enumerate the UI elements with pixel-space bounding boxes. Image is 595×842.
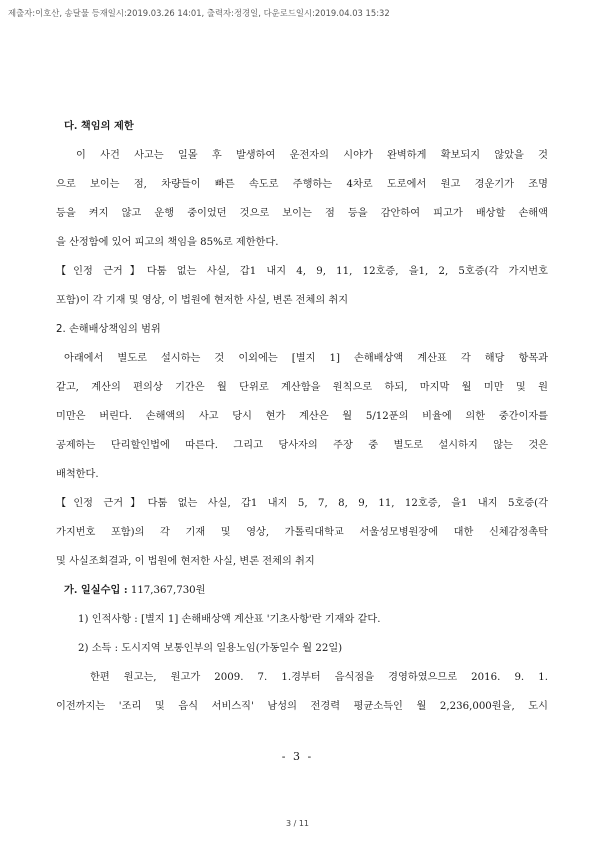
- evidence-basis-line: 【인정 근거】다툼 없는 사실, 갑1 내지 5, 7, 8, 9, 11, 12호증, 을1 내지 5호증(각: [56, 498, 548, 509]
- document-body: [56, 112, 548, 721]
- paragraph-line: 같고, 계산의 편의상 기간은 월 단위로 계산함을 원칙으로 하되, 마지막 월 미만 및 원: [56, 382, 548, 393]
- sub-item-income: 2) 소득 : 도시지역 보통인부의 일용노임(가동일수 월 22일): [78, 643, 343, 654]
- page-count: 3 / 11: [285, 819, 310, 828]
- section-heading-liability-limit: 다. 책임의 제한: [64, 120, 134, 132]
- evidence-basis-line: 【인정 근거】다툼 없는 사실, 갑1 내지 4, 9, 11, 12호증, 을1, 2, 5호증(각 가지번호: [56, 266, 548, 277]
- paragraph-line: 미만은 버린다. 손해액의 사고 당시 현가 계산은 월 5/12푼의 비율에 의한 중간이자를: [56, 411, 548, 422]
- paragraph-line: 배척한다.: [56, 469, 99, 480]
- item-lost-income-label: 가. 일실수입 :: [64, 584, 128, 596]
- evidence-basis-line: 가지번호 포함)의 각 기재 및 영상, 가톨릭대학교 서울성모병원장에 대한 신체감정촉탁: [56, 527, 548, 538]
- paragraph-line: 공제하는 단리할인법에 따른다. 그리고 당사자의 주장 중 별도로 설시하지 않는 것은: [56, 440, 548, 451]
- paragraph-line: 아래에서 별도로 설시하는 것 이외에는 [별지 1] 손해배상액 계산표 각 해당 항목과: [64, 353, 548, 364]
- item-lost-income: [64, 576, 548, 605]
- evidence-basis-line: 및 사실조회결과, 이 법원에 현저한 사실, 변론 전체의 취지: [56, 556, 315, 567]
- paragraph-line: 이 사건 사고는 일몰 후 발생하여 운전자의 시야가 완벽하게 확보되지 않았을 것: [76, 150, 548, 161]
- section-heading-damages-scope: 2. 손해배상책임의 범위: [56, 324, 161, 335]
- item-lost-income-value: 117,367,730원: [127, 585, 206, 596]
- document-header-metadata: 제출자:이호산, 송달물 등재일시:2019.03.26 14:01, 출력자:정경일, 다운로드일시:2019.04.03 15:32: [8, 8, 390, 18]
- sub-item-personal-info: 1) 인적사항 : [별지 1] 손해배상액 계산표 '기초사항'란 기재와 같다.: [78, 614, 381, 625]
- paragraph-line: 을 산정함에 있어 피고의 책임을 85%로 제한한다.: [56, 237, 279, 248]
- paragraph-line: 으로 보이는 점, 차량들이 빠른 속도로 주행하는 4차로 도로에서 원고 경운기가 조명: [56, 179, 548, 190]
- paragraph-line: 이전까지는 '조리 및 음식 서비스직' 남성의 전경력 평균소득인 월 2,236,000원을, 도시: [56, 701, 548, 712]
- paragraph-line: 등을 켜지 않고 운행 중이었던 것으로 보이는 점 등을 감안하여 피고가 배상할 손해액: [56, 208, 548, 219]
- page-number: - 3 -: [281, 750, 314, 763]
- paragraph-line: 한편 원고는, 원고가 2009. 7. 1.경부터 음식점을 경영하였으므로 2016. 9. 1.: [90, 672, 548, 683]
- evidence-basis-line: 포함)이 각 기재 및 영상, 이 법원에 현저한 사실, 변론 전체의 취지: [56, 295, 349, 306]
